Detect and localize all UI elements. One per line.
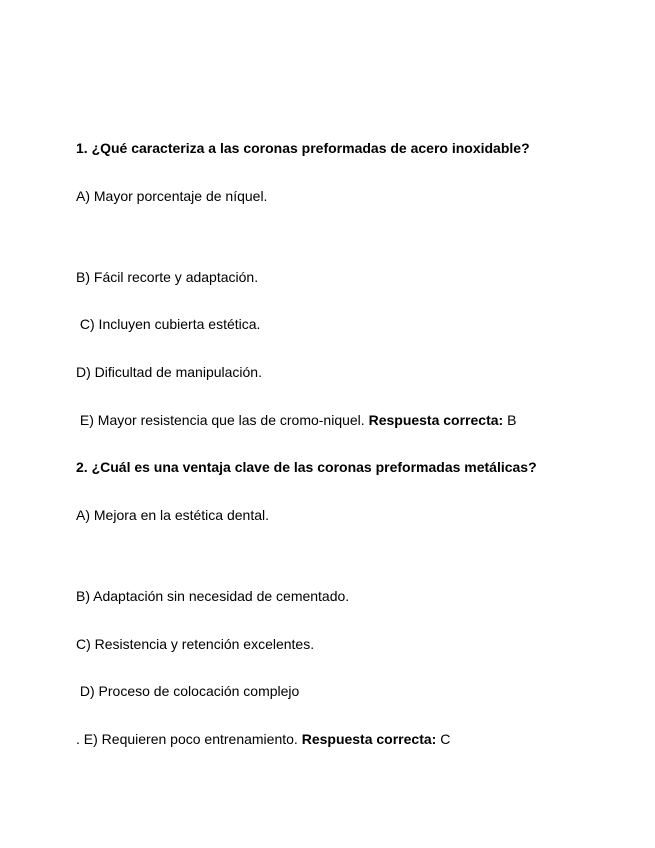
question-1-option-c: C) Incluyen cubierta estética. [76,316,261,332]
question-1-option-e-line [76,412,516,428]
question-1-option-e: E) Mayor resistencia que las de cromo-niquel. [76,412,369,428]
question-2-option-a: A) Mejora en la estética dental. [76,507,269,523]
question-2-answer-value: C [436,731,451,747]
question-1-answer-value: B [503,412,517,428]
question-1-option-a: A) Mayor porcentaje de níquel. [76,188,268,204]
question-1-option-b: B) Fácil recorte y adaptación. [76,269,259,285]
question-1-title: 1. ¿Qué caracteriza a las coronas preformadas de acero inoxidable? [76,140,530,156]
question-2-option-e: . E) Requieren poco entrenamiento. [76,731,302,747]
question-2-option-c: C) Resistencia y retención excelentes. [76,636,315,652]
question-2-title: 2. ¿Cuál es una ventaja clave de las coronas preformadas metálicas? [76,459,537,475]
question-2-option-e-line [76,731,450,747]
question-1-answer-label: Respuesta correcta: [368,412,504,428]
question-1-option-d: D) Dificultad de manipulación. [76,364,262,380]
question-2-option-b: B) Adaptación sin necesidad de cementado. [76,588,350,604]
question-2-option-d: D) Proceso de colocación complejo [76,683,300,699]
question-2-answer-label: Respuesta correcta: [301,731,437,747]
